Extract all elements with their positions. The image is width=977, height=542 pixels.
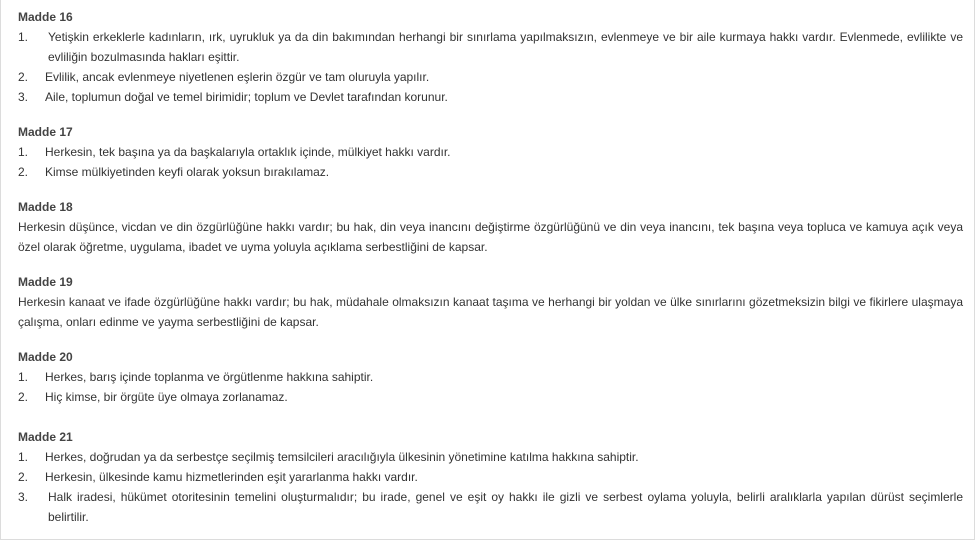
article-21 [18, 427, 963, 527]
item-text: Evlilik, ancak evlenmeye niyetlenen eşlerin özgür ve tam oluruyla yapılır. [45, 70, 430, 84]
item-text: Yetişkin erkeklerle kadınların, ırk, uyrukluk ya da din bakımından herhangi bir sınırlama yapılmaksızın, evlenmeye ve bir aile kurmaya hakkı vardır. Evlenmede, evlilikte ve evliliğin bozulmasında hakları eşittir. [48, 30, 963, 64]
article-17 [18, 122, 963, 182]
document-content [18, 7, 963, 542]
article-19 [18, 272, 963, 332]
list-item [18, 27, 963, 67]
item-text: Herkes, doğrudan ya da serbestçe seçilmiş temsilcileri aracılığıyla ülkesinin yönetimine katılma hakkına sahiptir. [45, 450, 639, 464]
item-number: 2. [18, 70, 29, 84]
item-number: 3. [18, 490, 29, 504]
item-number: 3. [18, 90, 29, 104]
item-number: 2. [18, 390, 29, 404]
article-title: Madde 20 [18, 350, 73, 364]
list-item [18, 367, 963, 387]
article-title: Madde 16 [18, 10, 73, 24]
item-number: 2. [18, 470, 29, 484]
article-title: Madde 19 [18, 275, 73, 289]
list-item [18, 67, 963, 87]
item-number: 1. [18, 370, 29, 384]
item-text: Herkesin, tek başına ya da başkalarıyla ortaklık içinde, mülkiyet hakkı vardır. [45, 145, 451, 159]
list-item [18, 487, 963, 527]
item-text: Herkesin, ülkesinde kamu hizmetlerinden eşit yararlanma hakkı vardır. [45, 470, 418, 484]
item-number: 2. [18, 165, 29, 179]
item-text: Herkes, barış içinde toplanma ve örgütlenme hakkına sahiptir. [45, 370, 374, 384]
item-text: Kimse mülkiyetinden keyfi olarak yoksun bırakılamaz. [45, 165, 330, 179]
item-number: 1. [18, 30, 29, 44]
item-text: Halk iradesi, hükümet otoritesinin temelini oluşturmalıdır; bu irade, genel ve eşit oy hakkı ile gizli ve serbest oylama yoluyla, belirli aralıklarla yapılan dürüst seçimlerle belirtilir. [48, 490, 963, 524]
article-paragraph: Herkesin düşünce, vicdan ve din özgürlüğüne hakkı vardır; bu hak, din veya inancını değiştirme özgürlüğünü ve din veya inancını, tek başına veya topluca ve kamuya açık veya özel olarak öğretme, uygulama, ibadet ve uyma yoluyla açıklama serbestliğini de kapsar. [18, 220, 963, 254]
item-number: 1. [18, 145, 29, 159]
item-number: 1. [18, 450, 29, 464]
item-text: Aile, toplumun doğal ve temel birimidir; toplum ve Devlet tarafından korunur. [45, 90, 448, 104]
article-title: Madde 18 [18, 200, 73, 214]
list-item [18, 467, 963, 487]
article-18 [18, 197, 963, 257]
article-20 [18, 347, 963, 407]
article-paragraph: Herkesin kanaat ve ifade özgürlüğüne hakkı vardır; bu hak, müdahale olmaksızın kanaat taşıma ve herhangi bir yoldan ve ülke sınırlarını gözetmeksizin bilgi ve fikirlere ulaşmaya çalışma, onları edinme ve yayma serbestliğini de kapsar. [18, 295, 963, 329]
list-item [18, 447, 963, 467]
list-item [18, 142, 963, 162]
list-item [18, 162, 963, 182]
article-title: Madde 21 [18, 430, 73, 444]
list-item [18, 387, 963, 407]
list-item [18, 87, 963, 107]
item-text: Hiç kimse, bir örgüte üye olmaya zorlanamaz. [45, 390, 288, 404]
article-16 [18, 7, 963, 107]
article-title: Madde 17 [18, 125, 73, 139]
